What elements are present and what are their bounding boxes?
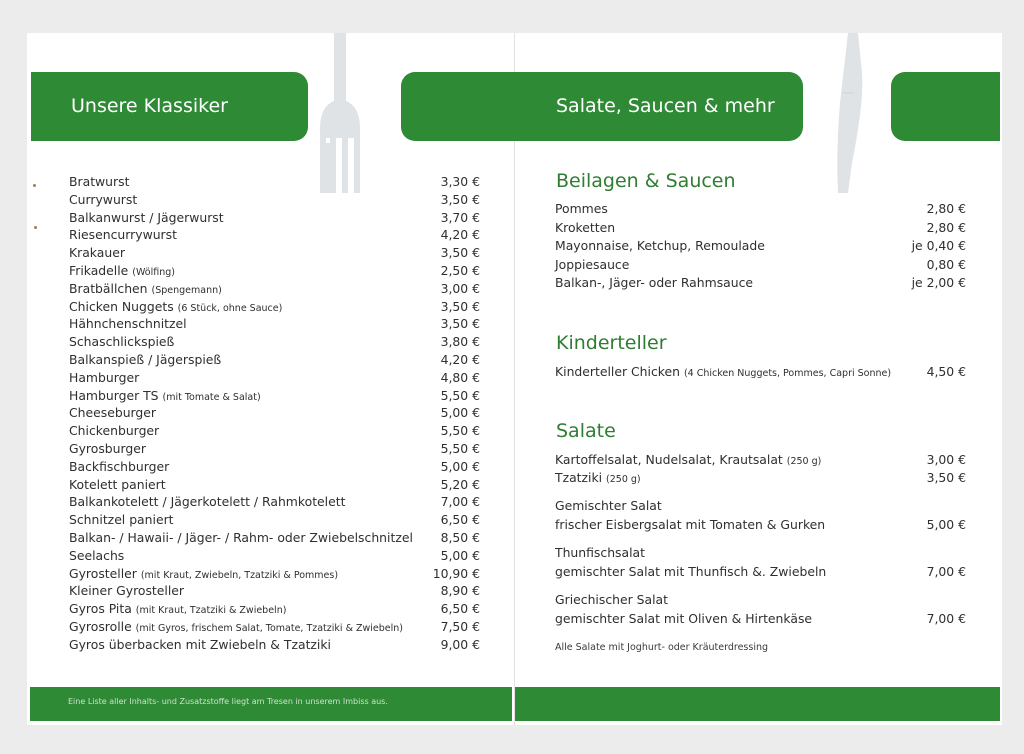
item-price: 4,50 €	[926, 364, 966, 379]
item-price: 5,00 €	[926, 517, 966, 532]
list-item	[555, 610, 966, 628]
item-note: (mit Gyros, frischem Salat, Tomate, Tzatziki & Zwiebeln)	[135, 623, 404, 634]
list-item	[69, 422, 480, 440]
item-price: 2,50 €	[440, 263, 480, 278]
list-item	[555, 274, 966, 292]
list-item	[555, 563, 966, 581]
item-label: Chickenburger	[69, 423, 160, 439]
item-price: 7,50 €	[440, 619, 480, 634]
list-item	[69, 298, 480, 316]
salate-heading: Salate	[556, 420, 616, 442]
knife-icon	[818, 33, 878, 193]
list-item	[555, 219, 966, 237]
item-price: 5,50 €	[440, 441, 480, 456]
item-name	[555, 451, 821, 471]
list-item	[69, 191, 480, 209]
footer-bar-right	[515, 687, 1000, 721]
list-item	[69, 636, 480, 654]
item-price: 8,90 €	[440, 583, 480, 599]
item-note: (Wölfing)	[132, 267, 176, 278]
item-name	[69, 333, 174, 351]
item-name: Mayonnaise, Ketchup, Remoulade	[555, 238, 765, 253]
item-price: 9,00 €	[440, 636, 480, 652]
item-label: Gyrosburger	[69, 441, 146, 456]
header-unsere-klassiker	[31, 72, 308, 141]
header-salate-saucen	[401, 72, 803, 141]
item-price: 2,80 €	[926, 201, 966, 216]
beilagen-heading: Beilagen & Saucen	[556, 170, 736, 192]
item-name	[69, 511, 174, 529]
list-item	[69, 226, 480, 244]
item-price: 5,50 €	[440, 423, 480, 439]
list-item	[69, 351, 480, 369]
list-item	[69, 404, 480, 422]
list-item	[555, 469, 966, 487]
item-price: 3,30 €	[440, 174, 480, 189]
list-item	[69, 333, 480, 351]
item-note: (mit Kraut, Zwiebeln, Tzatziki & Pommes)	[140, 569, 339, 581]
item-name	[69, 458, 169, 476]
header-bar-decoration	[891, 72, 1000, 141]
item-note: (250 g)	[786, 456, 822, 467]
item-label: Balkanwurst / Jägerwurst	[69, 209, 224, 225]
item-name: Joppiesauce	[555, 256, 630, 272]
list-item	[555, 451, 966, 469]
item-label: Gyrosrolle	[69, 619, 132, 634]
list-item	[69, 369, 480, 387]
item-label: Tzatziki	[555, 470, 603, 485]
item-name	[69, 636, 331, 654]
item-name	[69, 582, 184, 600]
item-name	[69, 191, 137, 209]
list-item	[555, 256, 966, 274]
item-label: Krakauer	[69, 245, 125, 261]
kinderteller-heading: Kinderteller	[556, 332, 667, 354]
item-label: Gyrosteller	[69, 565, 137, 581]
item-name	[69, 422, 159, 440]
item-label: Hähnchenschnitzel	[69, 316, 187, 332]
item-label: Schaschlickspieß	[69, 334, 175, 350]
item-label: Bratbällchen	[69, 280, 148, 296]
item-price: 0,80 €	[926, 256, 966, 272]
item-label: Schnitzel paniert	[69, 512, 174, 528]
item-price: 3,50 €	[440, 298, 480, 314]
item-price: 7,00 €	[926, 564, 966, 579]
list-item	[555, 363, 966, 381]
list-item	[555, 200, 966, 218]
section-title: Salate, Saucen & mehr	[556, 95, 775, 117]
item-label: Hamburger	[69, 369, 140, 385]
list-item	[69, 440, 480, 458]
item-name	[69, 244, 125, 262]
salad-desc: gemischter Salat mit Thunfisch &. Zwiebeln	[555, 564, 827, 579]
list-item	[69, 315, 480, 333]
item-label: Frikadelle	[69, 263, 129, 278]
item-price: 5,50 €	[440, 387, 480, 403]
list-item	[69, 618, 480, 636]
list-item	[69, 547, 480, 565]
item-price: 3,50 €	[926, 470, 966, 485]
item-price: 2,80 €	[926, 219, 966, 235]
item-price: 3,70 €	[440, 209, 480, 225]
list-item	[69, 511, 480, 529]
item-price: 4,20 €	[440, 352, 480, 367]
item-name	[555, 363, 891, 383]
item-note: (mit Kraut, Tzatziki & Zwiebeln)	[135, 605, 287, 617]
item-price: 7,00 €	[440, 494, 480, 510]
item-name	[69, 493, 345, 511]
item-price: 3,00 €	[440, 280, 480, 296]
item-name	[555, 469, 641, 489]
list-item	[69, 529, 480, 547]
item-price: 4,20 €	[440, 227, 480, 243]
item-label: Kleiner Gyrosteller	[69, 583, 185, 599]
item-name	[69, 315, 187, 333]
item-label: Seelachs	[69, 547, 125, 563]
item-name	[69, 476, 166, 494]
list-item	[69, 582, 480, 600]
salad-name: Griechischer Salat	[555, 592, 668, 607]
item-price: 7,00 €	[926, 611, 966, 626]
paper-speck	[33, 184, 36, 187]
section-title: Unsere Klassiker	[71, 95, 228, 117]
item-label: Hamburger TS	[69, 387, 159, 403]
item-name: Kroketten	[555, 219, 616, 235]
item-name	[69, 209, 224, 227]
item-name	[69, 547, 124, 565]
item-price: 5,00 €	[440, 458, 480, 474]
item-price: 4,80 €	[440, 369, 480, 385]
item-price: 10,90 €	[432, 565, 480, 581]
item-note: (mit Tomate & Salat)	[162, 391, 261, 403]
list-item	[69, 173, 480, 191]
paper-speck	[34, 226, 37, 229]
salad-desc: gemischter Salat mit Oliven & Hirtenkäse	[555, 611, 813, 626]
list-item	[69, 387, 480, 405]
item-label: Bratwurst	[69, 174, 130, 189]
salad-name: Thunfischsalat	[555, 545, 645, 560]
item-price: 5,20 €	[440, 476, 480, 492]
list-item	[555, 516, 966, 534]
item-price: 3,50 €	[440, 191, 480, 207]
item-label: Balkankotelett / Jägerkotelett / Rahmkotelett	[69, 494, 346, 510]
item-note: (6 Stück, ohne Sauce)	[177, 302, 283, 314]
item-note: (250 g)	[606, 474, 641, 485]
item-price: 5,00 €	[440, 547, 480, 563]
item-label: Gyros Pita	[69, 601, 132, 617]
item-label: Balkanspieß / Jägerspieß	[69, 352, 222, 367]
list-item	[69, 209, 480, 227]
item-price: 3,50 €	[440, 245, 480, 261]
item-name	[69, 226, 177, 244]
list-item	[555, 237, 966, 255]
item-name	[69, 404, 156, 422]
item-price: je 0,40 €	[911, 238, 966, 253]
item-label: Kartoffelsalat, Nudelsalat, Krautsalat	[555, 452, 783, 467]
item-name: Balkan-, Jäger- oder Rahmsauce	[555, 275, 754, 290]
item-price: 6,50 €	[440, 512, 480, 528]
item-label: Cheeseburger	[69, 405, 157, 421]
item-label: Kotelett paniert	[69, 476, 166, 492]
item-price: 3,50 €	[440, 316, 480, 332]
item-name	[69, 369, 139, 387]
salad-desc: frischer Eisbergsalat mit Tomaten & Gurken	[555, 517, 826, 532]
item-label: Kinderteller Chicken	[555, 364, 680, 379]
item-price: 3,00 €	[926, 452, 966, 467]
item-price: 6,50 €	[440, 601, 480, 617]
item-name	[69, 173, 129, 191]
item-name	[69, 529, 413, 547]
item-label: Chicken Nuggets	[69, 298, 174, 314]
item-price: 3,80 €	[440, 334, 480, 350]
fork-icon	[316, 33, 380, 193]
item-label: Backfischburger	[69, 458, 170, 474]
item-note: (Spengemann)	[151, 284, 222, 296]
item-name	[69, 351, 221, 369]
list-item	[69, 458, 480, 476]
list-item	[69, 244, 480, 262]
list-item	[69, 493, 480, 511]
item-name	[69, 440, 146, 458]
list-item	[69, 476, 480, 494]
item-label: Riesencurrywurst	[69, 227, 177, 243]
item-label: Currywurst	[69, 191, 138, 207]
list-item	[69, 280, 480, 298]
item-price: 5,00 €	[440, 405, 480, 421]
item-price: je 2,00 €	[911, 275, 966, 290]
salad-name: Gemischter Salat	[555, 498, 662, 513]
list-item	[69, 600, 480, 618]
item-label: Balkan- / Hawaii- / Jäger- / Rahm- oder Zwiebelschnitzel	[69, 530, 413, 545]
item-label: Gyros überbacken mit Zwiebeln & Tzatziki	[69, 636, 331, 652]
item-price: 8,50 €	[440, 530, 480, 545]
list-item	[69, 262, 480, 280]
salad-dressing-note: Alle Salate mit Joghurt- oder Kräuterdressing	[555, 642, 769, 653]
allergen-note: Eine Liste aller Inhalts- und Zusatzstoffe liegt am Tresen in unserem Imbiss aus.	[68, 697, 388, 706]
list-item	[69, 565, 480, 583]
item-name: Pommes	[555, 201, 608, 216]
item-note: (4 Chicken Nuggets, Pommes, Capri Sonne)	[683, 368, 892, 379]
